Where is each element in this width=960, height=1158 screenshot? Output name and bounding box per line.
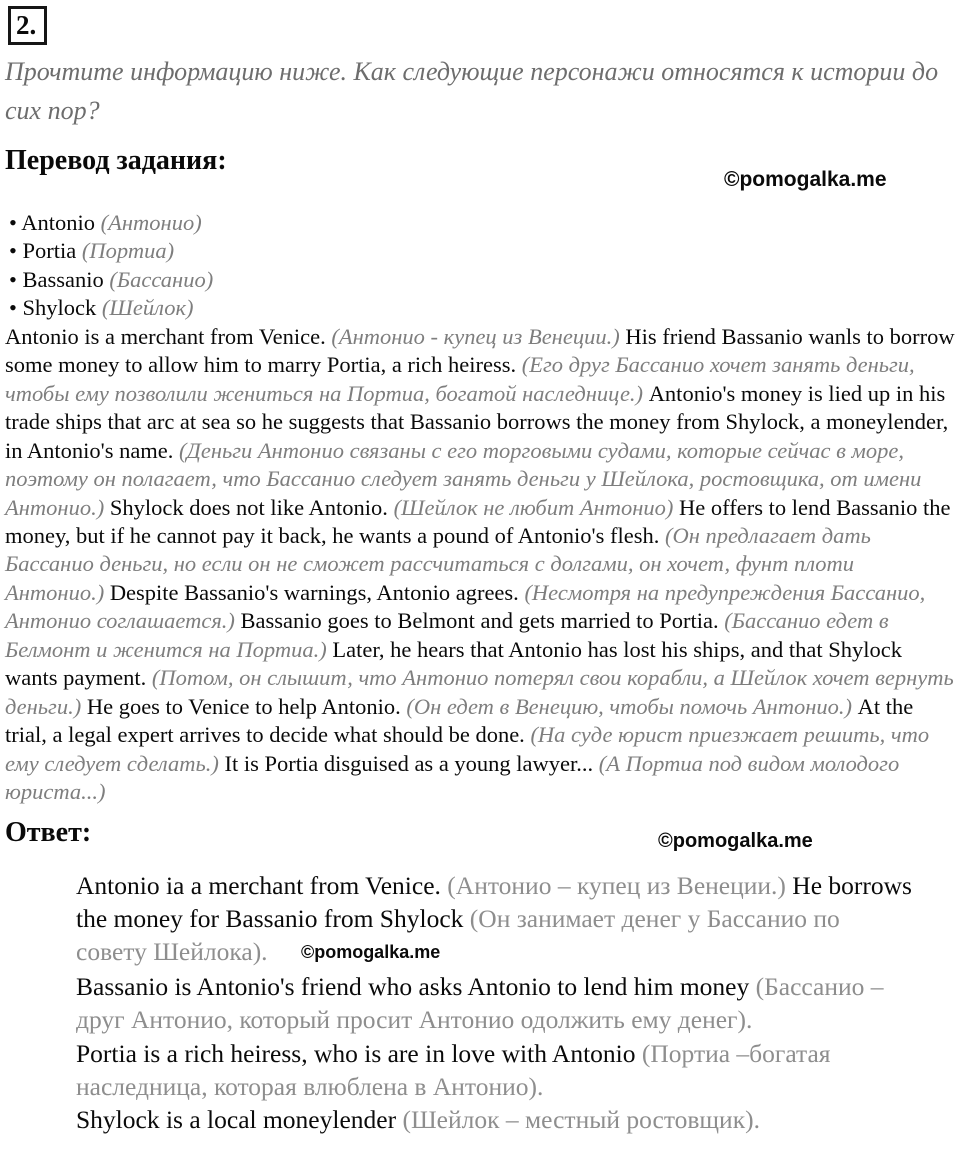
bullet-icon: • <box>9 210 22 235</box>
russian-translation-italic: (Его друг Бассанио хочет занять деньги, чтобы ему позволили жениться на Портиа, богатой наследнице.) <box>5 352 915 406</box>
answer-block <box>76 869 912 1137</box>
english-text: Shylock is a local moneylender <box>76 1105 403 1135</box>
english-text: Bassanio goes to Belmont and gets married to Portia. <box>240 608 725 634</box>
russian-translation-italic: (А Портиа под видом молодого юриста...) <box>5 750 900 805</box>
bullet-icon: • <box>9 266 23 292</box>
character-list-item <box>5 237 957 265</box>
watermark-pomogalka: ©pomogalka.me <box>300 942 441 963</box>
character-list <box>5 209 957 323</box>
russian-translation-italic: (Антонио - купец из Венеции.) <box>331 323 626 349</box>
character-name-ru: (Антонио) <box>100 210 202 235</box>
bullet-icon: • <box>9 295 23 321</box>
english-text: Antonio is a merchant from Venice. <box>5 323 332 349</box>
russian-translation: (Антонио – купец из Венеции.) <box>447 870 793 900</box>
english-text: He offers to lend Bassanio the money, but if he cannot pay it back, he wants a pound of Antonio's flesh. <box>5 494 951 548</box>
russian-translation-italic: (Бассанио едет в Белмонт и женится на Портиа.) <box>5 608 889 662</box>
russian-translation-italic: (Несмотря на предупреждения Бассанио, Антонио соглашается.) <box>5 579 926 634</box>
russian-translation: (Бассанио – друг Антонио, который просит Антонио одолжить ему денег). <box>76 971 884 1035</box>
russian-translation: (Шейлок – местный ростовщик). <box>402 1105 760 1135</box>
english-text: It is Portia disguised as a young lawyer... <box>224 750 599 776</box>
reading-block <box>5 209 957 807</box>
task-instruction: Прочтите информацию ниже. Как следующие персонажи относятся к истории до сих пор? <box>5 57 939 125</box>
task-number: 2. <box>16 10 37 40</box>
translation-heading-row <box>5 144 957 191</box>
english-text: His friend Bassanio wanls to borrow some money to allow him to marry Portia, a rich heiress. <box>5 323 955 378</box>
character-name-en: Antonio <box>21 210 101 235</box>
english-text: Shylock does not like Antonio. <box>109 494 394 520</box>
translation-heading: Перевод задания: <box>5 145 227 176</box>
russian-translation-italic: (Потом, он слышит, что Антонио потерял свои корабли, а Шейлок хочет вернуть деньги.) <box>5 665 954 719</box>
character-list-item <box>5 294 957 322</box>
english-text: Bassanio is Antonio's friend who asks Antonio to lend him money <box>76 971 756 1001</box>
english-text: At the trial, a legal expert arrives to decide what should be done. <box>5 693 914 748</box>
character-name-ru: (Портиа) <box>81 238 175 264</box>
answer-paragraph-bassanio <box>76 970 912 1037</box>
character-name-en: Bassanio <box>22 266 110 292</box>
character-name-en: Portia <box>22 238 82 264</box>
answer-paragraph-shylock <box>76 1103 912 1136</box>
russian-translation-italic: (Он едет в Венецию, чтобы помочь Антонио.) <box>406 693 858 719</box>
russian-translation-italic: (На суде юрист приезжает решить, что ему следует сделать.) <box>5 722 930 776</box>
character-name-en: Shylock <box>22 295 102 321</box>
answer-heading-row <box>5 816 957 852</box>
watermark-pomogalka: ©pomogalka.me <box>724 168 887 191</box>
english-text: He borrows the money for Bassanio from Shylock <box>76 870 912 933</box>
english-text: Antonio ia a merchant from Venice. <box>76 870 448 900</box>
character-name-ru: (Бассанио) <box>109 266 214 292</box>
answer-paragraph-antonio <box>76 869 912 970</box>
english-text: Portia is a rich heiress, who is are in love with Antonio <box>76 1038 642 1068</box>
russian-translation: (Он занимает денег у Бассанио по совету Шейлока). <box>76 903 840 967</box>
english-text: Later, he hears that Antonio has lost his ships, and that Shylock wants payment. <box>5 636 903 691</box>
watermark-pomogalka: ©pomogalka.me <box>658 829 813 852</box>
english-text: Antonio's money is lied up in his trade ships that arc at sea so he suggests that Bassanio borrows the money from Shylock, a moneylender, in Antonio's name. <box>5 380 949 463</box>
russian-translation: (Портиа –богатая наследница, которая влюблена в Антонио). <box>76 1038 831 1101</box>
english-text: Despite Bassanio's warnings, Antonio agrees. <box>109 579 525 605</box>
answer-heading: Ответ: <box>5 816 92 848</box>
english-text: He goes to Venice to help Antonio. <box>86 693 407 719</box>
character-name-ru: (Шейлок) <box>101 295 194 321</box>
bullet-icon: • <box>9 238 23 264</box>
story-paragraph <box>5 323 957 807</box>
russian-translation-italic: (Деньги Антонио связаны с его торговыми судами, которые сейчас в море, поэтому он полагает, что Бассанио следует занять деньги у Шейлока, ростовщика, от имени Антонио.) <box>5 437 922 520</box>
answer-paragraph-portia <box>76 1037 912 1104</box>
character-list-item <box>5 266 957 294</box>
russian-translation-italic: (Шейлок не любит Антонио) <box>393 494 680 520</box>
task-number-box <box>8 6 47 45</box>
russian-translation-italic: (Он предлагает дать Бассанио деньги, но если он не сможет рассчитаться с долгами, он хочет, фунт плоти Антонио.) <box>5 522 871 605</box>
character-list-item <box>5 209 957 237</box>
